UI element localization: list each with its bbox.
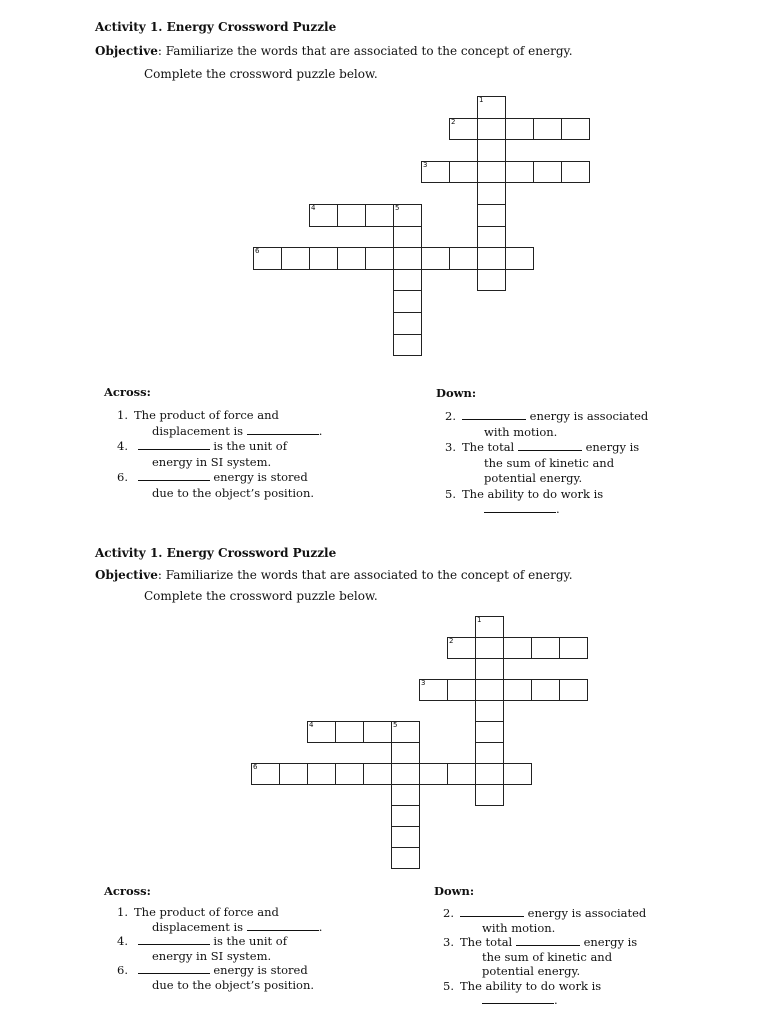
crossword-cell[interactable] [309,204,338,227]
crossword-cell[interactable] [447,637,476,659]
objective [95,44,573,58]
down-header: Down: [436,386,477,400]
down-clues: 2. energy is associated with motion. 3. The total energy is the sum of kinetic and potential energy. 5. The ability to do work is . [432,906,646,1008]
activity-title: Activity 1. Energy Crossword Puzzle [95,546,337,560]
crossword-cell[interactable] [419,763,448,785]
crossword-cell[interactable] [393,247,422,270]
crossword-cell[interactable] [503,763,532,785]
crossword-cell[interactable] [279,763,308,785]
crossword-cell[interactable] [533,161,562,184]
crossword-cell[interactable] [477,139,506,162]
crossword-cell[interactable] [505,118,534,141]
crossword-cell[interactable] [391,826,420,848]
crossword-cell[interactable] [365,247,394,270]
crossword-cell[interactable] [421,247,450,270]
clue-number: 2 [451,117,456,126]
crossword-cell[interactable] [477,247,506,270]
crossword-cell[interactable] [393,226,422,249]
answer-blank [138,963,210,974]
crossword-cell[interactable] [503,679,532,701]
crossword-cell[interactable] [477,204,506,227]
answer-blank [462,409,526,420]
clue-number: 5 [393,721,398,729]
crossword-cell[interactable] [475,658,504,680]
across-header: Across: [104,884,151,898]
crossword-cell[interactable] [419,679,448,701]
crossword-cell[interactable] [477,226,506,249]
across-clue-1: 1. The product of force and [117,408,279,422]
crossword-cell[interactable] [477,96,506,119]
crossword-cell[interactable] [335,721,364,743]
crossword-cell[interactable] [503,637,532,659]
crossword-cell[interactable] [391,721,420,743]
objective-label: Objective [95,568,158,582]
answer-blank [247,424,319,435]
crossword-cell[interactable] [391,763,420,785]
crossword-cell[interactable] [531,679,560,701]
crossword-cell[interactable] [447,763,476,785]
answer-blank [138,934,210,945]
crossword-cell[interactable] [475,637,504,659]
crossword-cell[interactable] [533,118,562,141]
crossword-cell[interactable] [363,763,392,785]
crossword-cell[interactable] [531,637,560,659]
crossword-cell[interactable] [559,637,588,659]
objective-text: : Familiarize the words that are associated to the concept of energy. [157,44,573,58]
crossword-cell[interactable] [393,204,422,227]
crossword-cell[interactable] [393,290,422,313]
down-header: Down: [434,884,475,898]
across-clue-4: 4. is the unit of [117,934,287,948]
answer-blank [247,920,319,931]
across-clue-6: 6. energy is stored [117,963,308,977]
crossword-cell[interactable] [421,161,450,184]
crossword-cell[interactable] [337,247,366,270]
across-header: Across: [104,385,151,399]
objective-label: Objective [95,44,158,58]
clue-number: 5 [395,204,400,212]
crossword-cell[interactable] [309,247,338,270]
clue-number: 4 [311,204,316,212]
objective [95,568,573,582]
crossword-cell[interactable] [363,721,392,743]
crossword-cell[interactable] [559,679,588,701]
across-clue-4: 4. is the unit of [117,439,287,453]
answer-blank [138,470,210,481]
crossword-cell[interactable] [391,805,420,827]
crossword-cell[interactable] [475,763,504,785]
crossword-cell[interactable] [335,763,364,785]
crossword-cell[interactable] [447,679,476,701]
crossword-cell[interactable] [475,616,504,638]
crossword-cell[interactable] [561,118,590,141]
crossword-cell[interactable] [393,334,422,357]
instruction: Complete the crossword puzzle below. [144,67,378,81]
down-clues: 2. energy is associated with motion. 3. The total energy is the sum of kinetic and potential energy. 5. The ability to do work is . [434,409,648,518]
crossword-cell[interactable] [337,204,366,227]
crossword-cell[interactable] [393,312,422,335]
crossword-cell[interactable] [391,847,420,869]
objective-text: : Familiarize the words that are associated to the concept of energy. [157,568,573,582]
instruction: Complete the crossword puzzle below. [144,589,378,603]
down-clue-5: 5. The ability to do work is [445,486,604,501]
clue-number: 1 [477,616,482,624]
down-clue-2: 2. energy is associated [445,409,649,423]
answer-blank [138,439,210,450]
answer-blank [518,440,582,451]
crossword-cell[interactable] [281,247,310,270]
clue-number: 6 [253,763,258,771]
crossword-cell[interactable] [475,679,504,701]
crossword-cell[interactable] [477,118,506,141]
crossword-cell[interactable] [477,269,506,292]
crossword-cell[interactable] [449,247,478,270]
across-clues: 1. The product of force and displacement is . 4. is the unit of energy in SI system. 6. energy is stored due to the object’s position. [106,408,322,501]
crossword-cell[interactable] [475,700,504,722]
crossword-cell[interactable] [365,204,394,227]
crossword-cell[interactable] [449,161,478,184]
activity-title: Activity 1. Energy Crossword Puzzle [95,20,337,34]
crossword-cell[interactable] [561,161,590,184]
down-clue-3: 3. The total energy is [445,440,640,454]
answer-blank [516,935,580,946]
across-clue-1: 1. The product of force and [117,905,279,919]
crossword-cell[interactable] [477,182,506,205]
down-clue-3: 3. The total energy is [443,935,638,949]
crossword-cell[interactable] [475,742,504,764]
down-clue-5: 5. The ability to do work is [443,978,602,993]
crossword-cell[interactable] [393,269,422,292]
crossword-cell[interactable] [307,763,336,785]
crossword-cell[interactable] [505,161,534,184]
across-clues: 1. The product of force and displacement is . 4. is the unit of energy in SI system. 6. energy is stored due to the object’s position. [106,905,322,992]
crossword-cell[interactable] [307,721,336,743]
across-clue-6: 6. energy is stored [117,470,308,484]
answer-blank [482,993,554,1004]
clue-number: 2 [449,637,454,645]
crossword-cell[interactable] [251,763,280,785]
clue-number: 1 [479,96,484,104]
down-clue-2: 2. energy is associated [443,906,647,920]
clue-number: 4 [309,721,314,729]
clue-number: 3 [421,679,426,687]
crossword-cell[interactable] [475,721,504,743]
crossword-cell[interactable] [391,784,420,806]
crossword-cell[interactable] [391,742,420,764]
crossword-cell[interactable] [505,247,534,270]
answer-blank [460,906,524,917]
answer-blank [484,502,556,513]
clue-number: 3 [423,160,428,169]
crossword-cell[interactable] [449,118,478,141]
crossword-cell[interactable] [475,784,504,806]
clue-number: 6 [255,247,260,256]
crossword-cell[interactable] [477,161,506,184]
crossword-cell[interactable] [253,247,282,270]
